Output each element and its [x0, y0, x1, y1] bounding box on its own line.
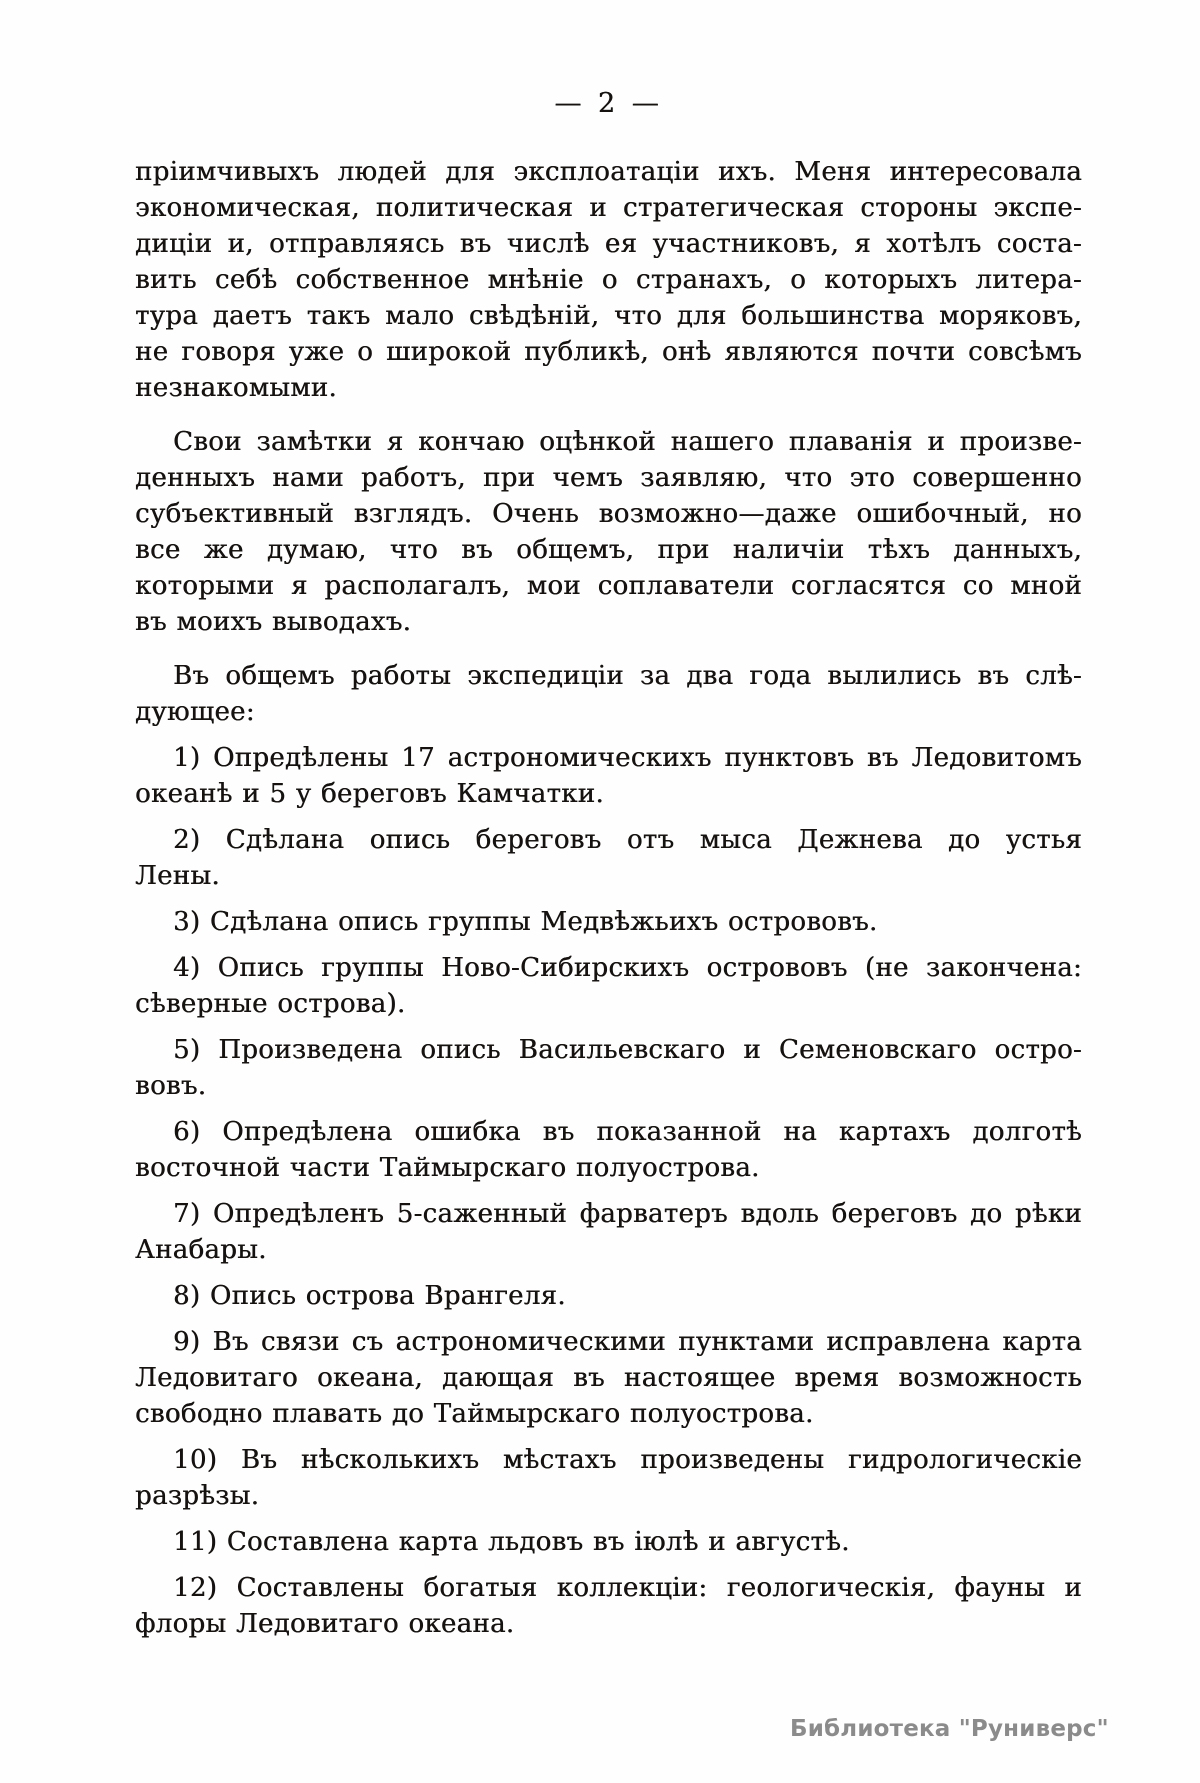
- text-line: Лены.: [135, 861, 220, 891]
- result-item-6: [135, 1114, 1082, 1186]
- text-line: 12) Составлены богатыя коллекціи: геологическія, фауны и: [173, 1573, 1082, 1603]
- result-item-8: [135, 1278, 1082, 1314]
- text-line: 6) Опредѣлена ошибка въ показанной на картахъ долготѣ: [173, 1117, 1082, 1147]
- text-line: дующее:: [135, 697, 255, 727]
- result-item-5: [135, 1032, 1082, 1104]
- text-line: диціи и, отправляясь въ числѣ ея участниковъ, я хотѣлъ соста-: [135, 229, 1082, 259]
- result-item-7: [135, 1196, 1082, 1268]
- text-line: не говоря уже о широкой публикѣ, онѣ являются почти совсѣмъ: [135, 337, 1082, 367]
- paragraph-2: [135, 424, 1082, 640]
- result-item-9: [135, 1324, 1082, 1432]
- result-item-1: [135, 740, 1082, 812]
- text-line: 10) Въ нѣсколькихъ мѣстахъ произведены гидрологическіе: [173, 1445, 1082, 1475]
- page-number: — 2 —: [554, 88, 663, 119]
- result-item-4: [135, 950, 1082, 1022]
- library-watermark: Библиотека "Руниверс": [790, 1716, 1109, 1742]
- text-line: 7) Опредѣленъ 5-саженный фарватеръ вдоль береговъ до рѣки: [173, 1199, 1082, 1229]
- text-line: сѣверные острова).: [135, 989, 406, 1019]
- text-line: океанѣ и 5 у береговъ Камчатки.: [135, 779, 604, 809]
- text-line: 3) Сдѣлана опись группы Медвѣжьихъ острововъ.: [173, 907, 878, 937]
- paragraph-1: [135, 154, 1082, 406]
- text-line: Ледовитаго океана, дающая въ настоящее время возможность: [135, 1363, 1082, 1393]
- page-text-block: [135, 154, 1082, 1642]
- text-line: 2) Сдѣлана опись береговъ отъ мыса Дежнева до устья: [173, 825, 1082, 855]
- text-line: флоры Ледовитаго океана.: [135, 1609, 515, 1639]
- text-line: вовъ.: [135, 1071, 207, 1101]
- text-line: пріимчивыхъ людей для эксплоатаціи ихъ. Меня интересовала: [135, 157, 1082, 187]
- paragraph-3: [135, 658, 1082, 730]
- text-line: Свои замѣтки я кончаю оцѣнкой нашего плаванія и произве-: [173, 427, 1082, 457]
- text-line: 11) Составлена карта льдовъ въ іюлѣ и августѣ.: [173, 1527, 850, 1557]
- text-line: восточной части Таймырскаго полуострова.: [135, 1153, 760, 1183]
- text-line: въ моихъ выводахъ.: [135, 607, 412, 637]
- text-line: 8) Опись острова Врангеля.: [173, 1281, 566, 1311]
- text-line: разрѣзы.: [135, 1481, 260, 1511]
- result-item-10: [135, 1442, 1082, 1514]
- text-line: тура даетъ такъ мало свѣдѣній, что для большинства моряковъ,: [135, 301, 1082, 331]
- text-line: все же думаю, что въ общемъ, при наличіи тѣхъ данныхъ,: [135, 535, 1082, 565]
- result-item-3: [135, 904, 1082, 940]
- text-line: денныхъ нами работъ, при чемъ заявляю, что это совершенно: [135, 463, 1082, 493]
- text-line: незнакомыми.: [135, 373, 337, 403]
- text-line: вить себѣ собственное мнѣніе о странахъ, о которыхъ литера-: [135, 265, 1082, 295]
- text-line: свободно плавать до Таймырскаго полуострова.: [135, 1399, 814, 1429]
- result-item-12: [135, 1570, 1082, 1642]
- text-line: Анабары.: [135, 1235, 267, 1265]
- text-line: 9) Въ связи съ астрономическими пунктами исправлена карта: [173, 1327, 1082, 1357]
- text-line: экономическая, политическая и стратегическая стороны экспе-: [135, 193, 1082, 223]
- text-line: 1) Опредѣлены 17 астрономическихъ пунктовъ въ Ледовитомъ: [173, 743, 1082, 773]
- text-line: субъективный взглядъ. Очень возможно—даже ошибочный, но: [135, 499, 1082, 529]
- text-line: которыми я располагалъ, мои соплаватели согласятся со мной: [135, 571, 1082, 601]
- text-line: 5) Произведена опись Васильевскаго и Семеновскаго остро-: [173, 1035, 1082, 1065]
- result-item-11: [135, 1524, 1082, 1560]
- text-line: Въ общемъ работы экспедиціи за два года вылились въ слѣ-: [173, 661, 1082, 691]
- text-line: 4) Опись группы Ново-Сибирскихъ острововъ (не закончена:: [173, 953, 1082, 983]
- result-item-2: [135, 822, 1082, 894]
